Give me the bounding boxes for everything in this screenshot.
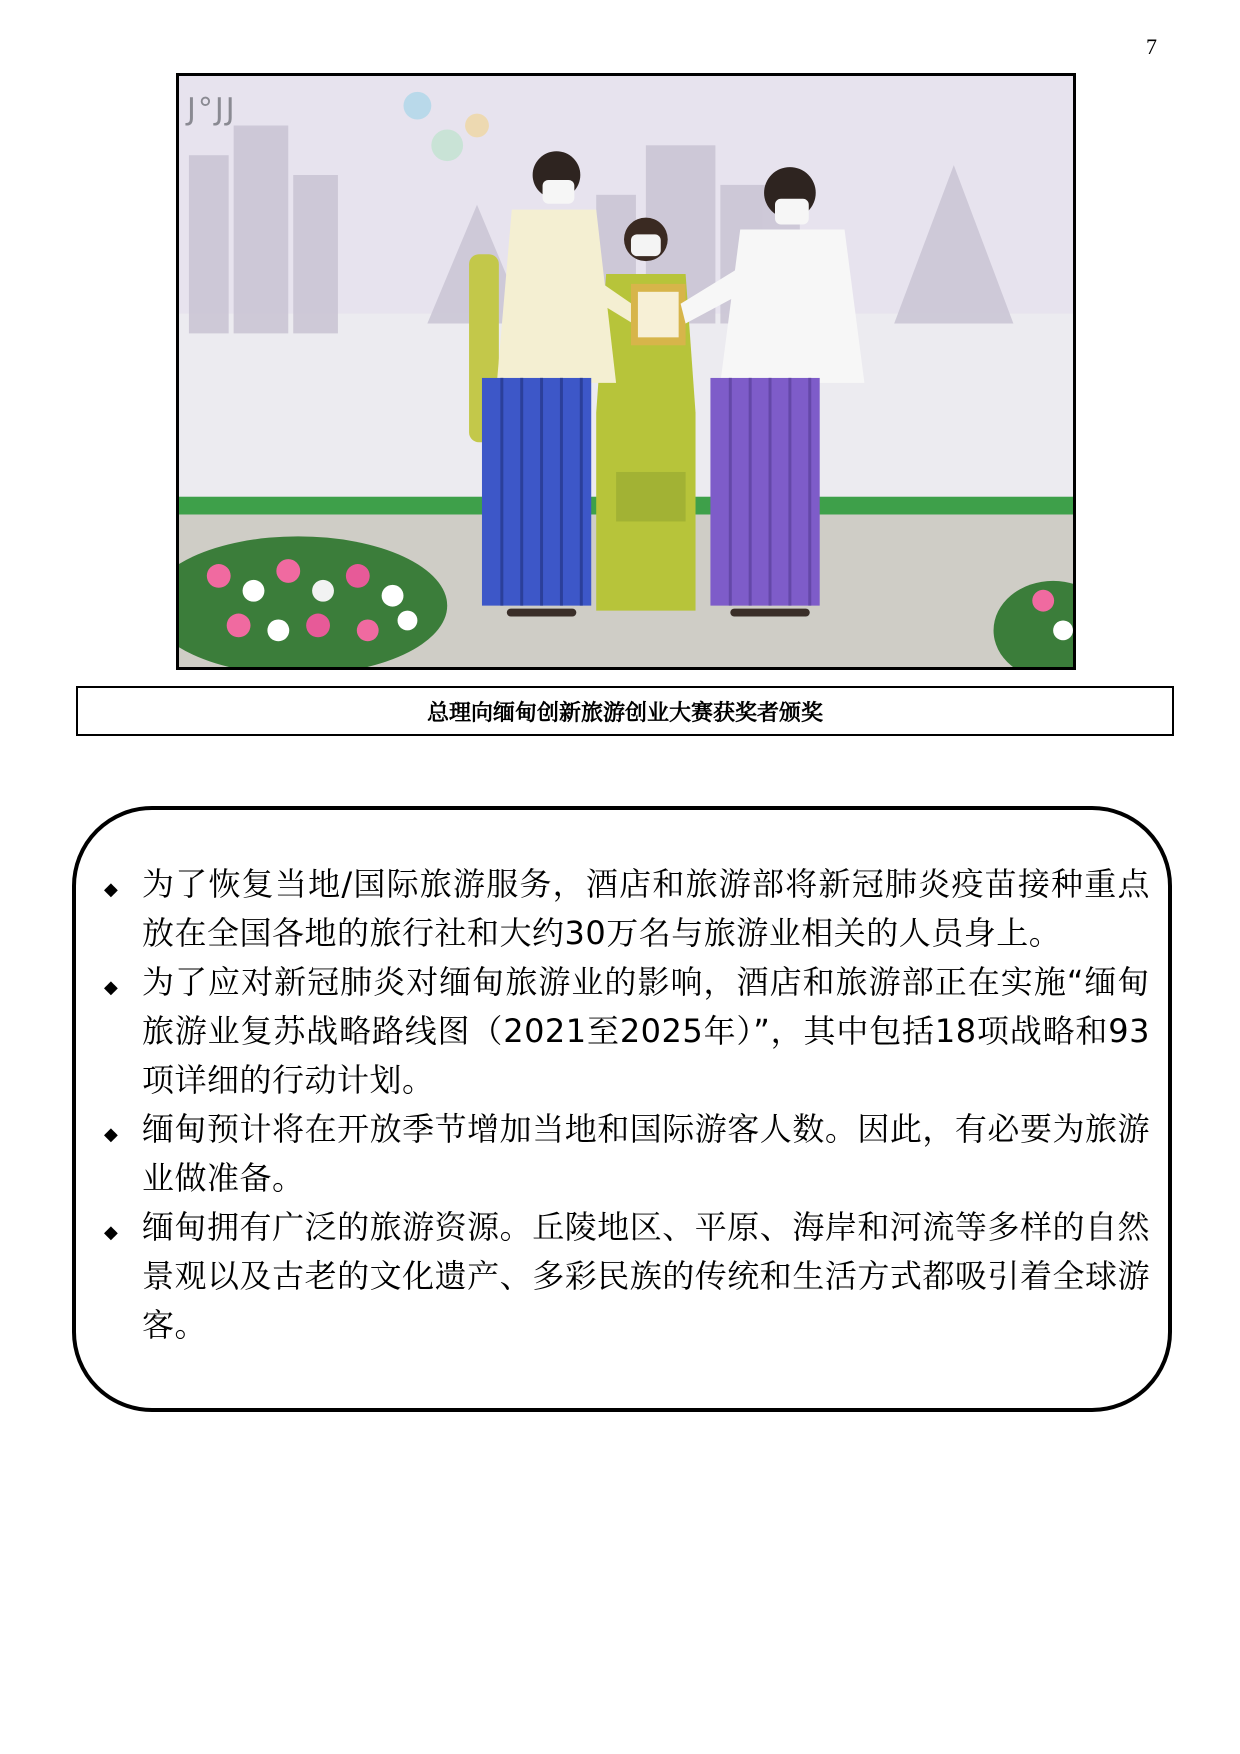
diamond-bullet-icon: ◆ <box>104 977 119 998</box>
bullet-text: 为了恢复当地/国际旅游服务，酒店和旅游部将新冠肺炎疫苗接种重点放在全国各地的旅行社和大约30万名与旅游业相关的人员身上。 <box>142 865 1150 952</box>
list-item <box>100 1203 1150 1350</box>
bullet-list <box>100 860 1150 1350</box>
bullet-text: 为了应对新冠肺炎对缅甸旅游业的影响，酒店和旅游部正在实施“缅甸旅游业复苏战略路线图（2021至2025年）”，其中包括18项战略和93项详细的行动计划。 <box>142 963 1150 1099</box>
diamond-bullet-icon: ◆ <box>104 1124 119 1145</box>
photo-illustration <box>179 76 1073 667</box>
award-ceremony-photo <box>176 73 1076 670</box>
list-item <box>100 1105 1150 1203</box>
list-item <box>100 958 1150 1105</box>
diamond-bullet-icon: ◆ <box>104 1222 119 1243</box>
photo-watermark: J°JJ <box>187 92 237 127</box>
page-number: 7 <box>1146 34 1157 59</box>
diamond-bullet-icon: ◆ <box>104 879 119 900</box>
photo-caption: 总理向缅甸创新旅游创业大赛获奖者颁奖 <box>76 686 1174 736</box>
bullet-text: 缅甸拥有广泛的旅游资源。丘陵地区、平原、海岸和河流等多样的自然景观以及古老的文化遗产、多彩民族的传统和生活方式都吸引着全球游客。 <box>142 1208 1150 1344</box>
bullet-text: 缅甸预计将在开放季节增加当地和国际游客人数。因此，有必要为旅游业做准备。 <box>142 1110 1150 1197</box>
list-item <box>100 860 1150 958</box>
